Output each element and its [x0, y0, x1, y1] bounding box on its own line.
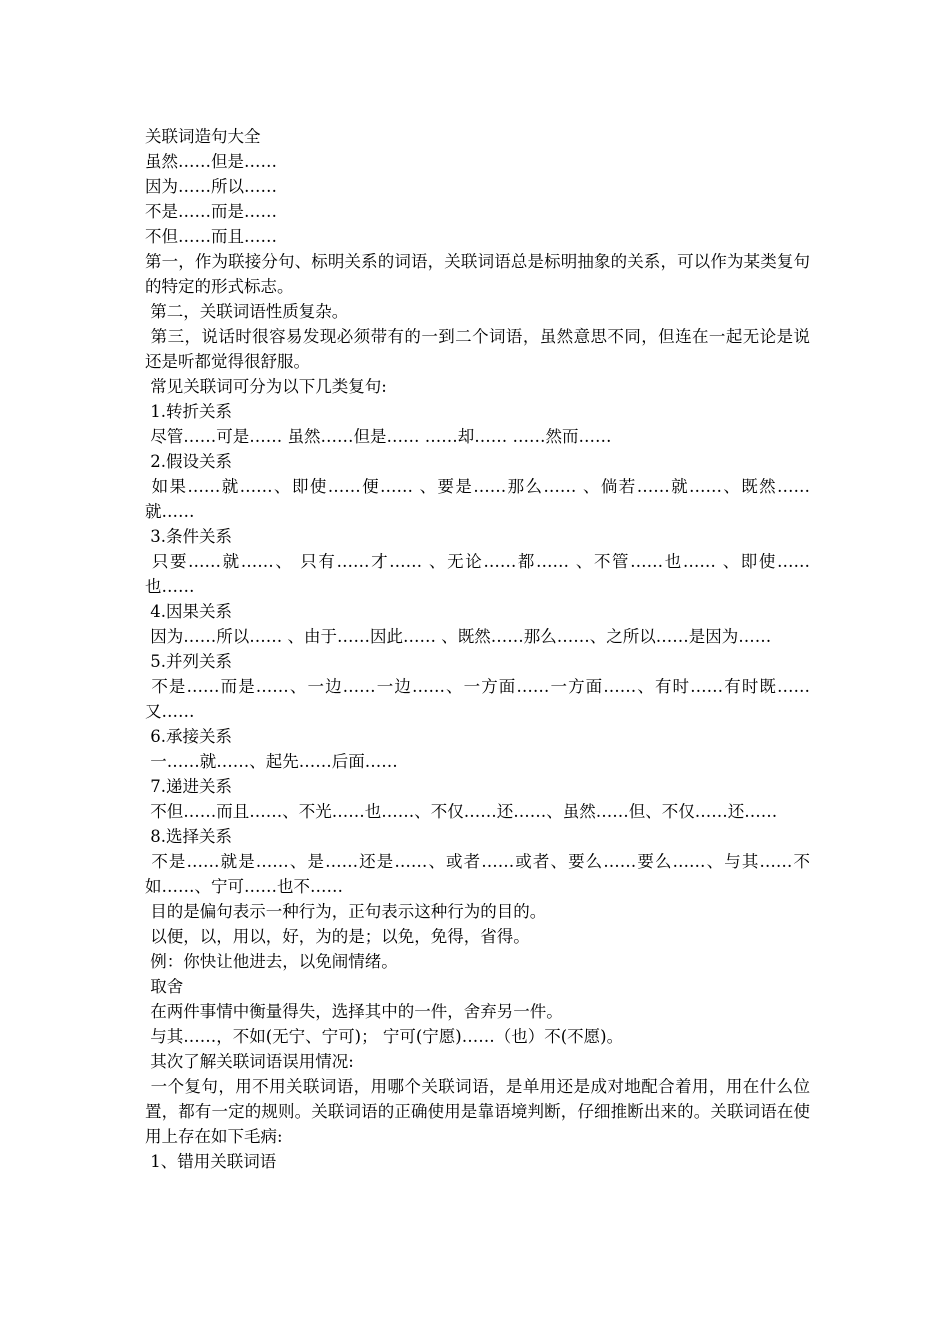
text-line: 不是……而是……	[145, 202, 277, 221]
paragraph: 目的是偏句表示一种行为，正句表示这种行为的目的。	[145, 902, 547, 921]
section-heading: 2.假设关系	[145, 452, 232, 471]
section-content: 尽管……可是…… 虽然……但是…… ……却…… ……然而……	[145, 427, 612, 446]
paragraph: 以便，以，用以，好，为的是；以免，免得，省得。	[145, 927, 530, 946]
text-line: 虽然……但是……	[145, 152, 277, 171]
section-content: 因为……所以…… 、由于……因此…… 、既然……那么……、之所以……是因为……	[145, 627, 772, 646]
section-heading: 3.条件关系	[145, 527, 232, 546]
document-title: 关联词造句大全	[145, 127, 261, 146]
section-heading: 6.承接关系	[145, 727, 232, 746]
paragraph: 第二，关联词语性质复杂。	[145, 302, 349, 321]
paragraph: 常见关联词可分为以下几类复句:	[145, 377, 387, 396]
paragraph: 第一，作为联接分句、标明关系的词语，关联词语总是标明抽象的关系，可以作为某类复句的特定的形式标志。	[145, 252, 810, 296]
text-line: 因为……所以……	[145, 177, 277, 196]
paragraph: 取舍	[145, 977, 184, 996]
paragraph: 其次了解关联词语误用情况:	[145, 1052, 354, 1071]
section-heading: 4.因果关系	[145, 602, 232, 621]
section-heading: 7.递进关系	[145, 777, 232, 796]
paragraph: 在两件事情中衡量得失，选择其中的一件，舍弃另一件。	[145, 1002, 563, 1021]
section-heading: 1、错用关联词语	[145, 1152, 277, 1171]
section-content: 不但……而且……、不光……也……、不仅……还……、虽然……但、不仅……还……	[145, 802, 778, 821]
document-body	[145, 124, 810, 1174]
example-line: 例：你快让他进去，以免闹情绪。	[145, 952, 398, 971]
text-line: 不但……而且……	[145, 227, 277, 246]
paragraph: 与其……，不如(无宁、宁可)； 宁可(宁愿)……（也）不(不愿)。	[145, 1027, 624, 1046]
section-heading: 5.并列关系	[145, 652, 232, 671]
section-content: 不是……而是……、一边……一边……、一方面……一方面……、有时……有时既……又……	[145, 677, 811, 721]
paragraph: 一个复句，用不用关联词语，用哪个关联词语，是单用还是成对地配合着用，用在什么位置，都有一定的规则。关联词语的正确使用是靠语境判断，仔细推断出来的。关联词语在使用上存在如下毛病:	[145, 1077, 811, 1146]
section-content: 不是……就是……、是……还是……、或者……或者、要么……要么……、与其……不如……、宁可……也不……	[145, 852, 811, 896]
section-content: 如果……就……、即使……便…… 、要是……那么…… 、倘若……就……、既然……就……	[145, 477, 810, 521]
section-content: 只要……就……、 只有……才…… 、无论……都…… 、不管……也…… 、即使……也……	[145, 552, 810, 596]
section-content: 一……就……、起先……后面……	[145, 752, 398, 771]
paragraph: 第三，说话时很容易发现必须带有的一到二个词语，虽然意思不同，但连在一起无论是说还是听都觉得很舒服。	[145, 327, 811, 371]
section-heading: 8.选择关系	[145, 827, 232, 846]
section-heading: 1.转折关系	[145, 402, 232, 421]
